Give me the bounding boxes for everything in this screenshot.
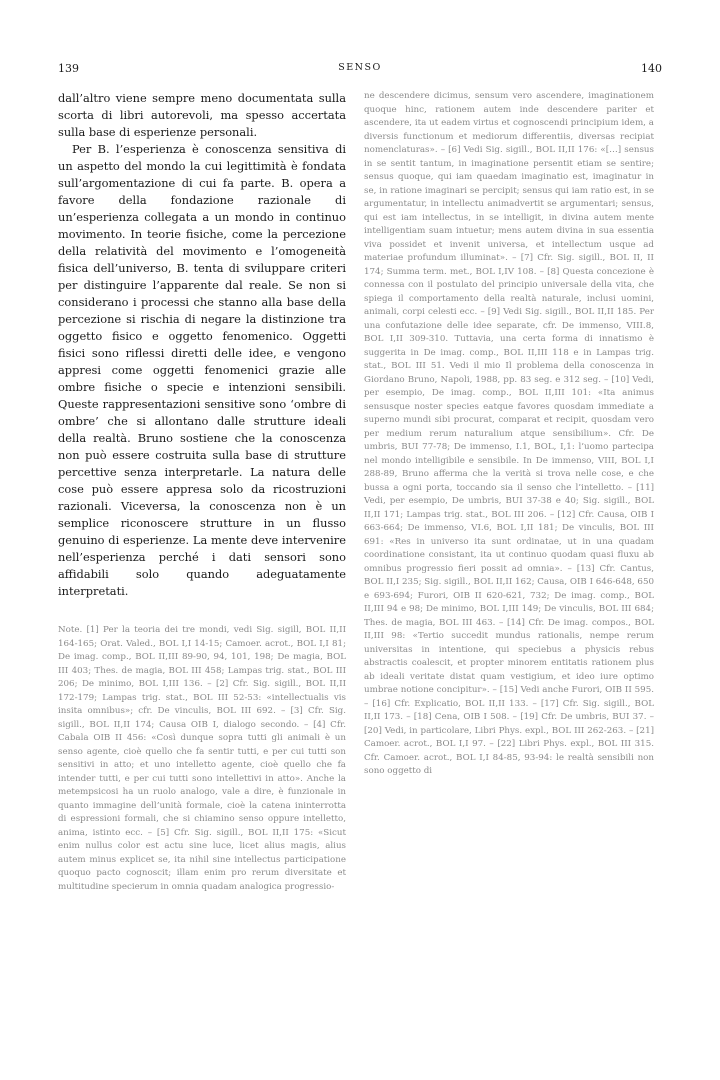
running-title: SENSO xyxy=(338,62,382,73)
page-number-right: 140 xyxy=(641,62,662,75)
right-column xyxy=(364,90,654,779)
footnote-text: Note. [1] Per la teoria dei tre mondi, vedi Sig. sigill, BOL II,II 164-165; Orat. Valed., BOL I,I 14-15; Camoer. acrot., BOL I,I 81; De imag. comp., BOL II,III 89-90, 94, 101, 198; De magia, BOL III 403; Thes. de magia, BOL III 458; Lampas trig. stat., BOL III 206; De minimo, BOL I,III 136. – [2] Cfr. Sig. sigill., BOL II,II 172-179; Lampas trig. stat., BOL III 52-53: «intellectualis vis insita omnibus»; cfr. De vinculis, BOL III 692. – [3] Cfr. Sig. sigill., BOL II,II 174; Causa OIB I, dialogo secondo. – [4] Cfr. Cabala OIB II 456: «Così dunque sopra tutti gli animali è un senso agente, cioè quello che fa sentir tutti, e per cui tutti son sensitivi in atto; et uno intelletto agente, cioè quello che fa intender tutti, e per cui tutti sono intellettivi in atto». Anche la metempsicosi ha un ruolo analogo, vale a dire, è funzionale in quanto immagine dell’unità formale, cioè la catena ininterrotta di espressioni formali, che si chiamino senso oppure intelletto, anima, istinto ecc. – [5] Cfr. Sig. sigill., BOL II,II 175: «Sicut enim nullus color est actu sine luce, licet alius magis, alius autem minus explicet se, ita nihil sine intellectus participatione quoquo pacto cognoscit; illam enim pro rerum diversitate et multitudine specierum in omnia quadam analogica progressio- xyxy=(58,625,346,892)
left-column xyxy=(58,90,346,894)
main-text xyxy=(58,90,346,600)
paragraph: Per B. l’esperienza è conoscenza sensitiva di un aspetto del mondo la cui legittimità è fondata sull’argomentazione di cui fa parte. B. opera a favore della fondazione razionale di un’esperienza collegata a un mondo in continuo movimento. In teorie fisiche, come la percezione della relatività del movimento e l’omogeneità fisica dell’universo, B. tenta di sviluppare criteri per distinguire l’apparente dal reale. Se non si considerano i processi che stanno alla base della percezione si rischia di negare la distinzione tra oggetto fisico e oggetto fenomenico. Oggetti fisici sono riflessi diretti delle idee, e vengono appresi come oggetti fenomenici grazie alle ombre fisiche o specie e intenzioni sensibili. Queste rappresentazioni sensitive sono ‘ombre di ombre’ che si allontano dalle strutture ideali della realtà. Bruno sostiene che la conoscenza non può essere costruita sulla base di strutture percettive senza interpretarle. La natura delle cose può essere appresa solo da ricostruzioni razionali. Viceversa, la conoscenza non è un semplice riconoscere strutture in un flusso genuino di esperienze. La mente deve intervenire nell’esperienza perché i dati sensori sono affidabili solo quando adeguatamente interpretati. xyxy=(58,142,346,598)
paragraph-continued: dall’altro viene sempre meno documentata sulla scorta di libri autorevoli, ma spesso accertata sulla base di esperienze personali. xyxy=(58,91,346,139)
footnote-text-continued: ne descendere dicimus, sensum vero ascendere, imaginationem quoque hinc, rationem autem inde descendere pariter et ascendere, ita ut eadem virtus et cognoscendi principium idem, a diversis functionum et mediorum differentiis, diversas recipiat nomenclaturas». – [6] Vedi Sig. sigill., BOL II,II 176: «[…] sensus in se sentit tantum, in imaginatione persentit etiam se sentire; sensus quoque, qui iam quaedam imaginatio est, imaginatur in se, in ratione imaginari se percipit; sensus qui iam ratio est, in se argumentatur, in intellectu animadvertit se argumentari; sensus, qui est iam intellectus, in se intelligit, in divina autem mente intelligentiam suam intuetur; mens autem divina in sua essentia viva possidet et invenit universa, et intellectum usque ad materiae profundum illuminat». – [7] Cfr. Sig. sigill., BOL II, II 174; Summa term. met., BOL I,IV 108. – [8] Questa concezione è connessa con il postulato del principio universale della vita, che spiega il comportamento della realtà naturale, inclusi uomini, animali, corpi celesti ecc. – [9] Vedi Sig. sigill., BOL II,II 185. Per una confutazione delle idee separate, cfr. De immenso, VIII.8, BOL I,II 309-310. Tuttavia, una certa forma di innatismo è suggerita in De imag. comp., BOL II,III 118 e in Lampas trig. stat., BOL III 51. Vedi il mio Il problema della conoscenza in Giordano Bruno, Napoli, 1988, pp. 83 seg. e 312 seg. – [10] Vedi, per esempio, De imag. comp., BOL II,III 101: «Ita animus sensusque noster species eatque favores quosdam immediate a superno mundi sibi procurat, comparat et recipit, quosdam vero per medium rerum naturalium atque sensibilium». Cfr. De umbris, BUI 77-78; De immenso, I.1, BOL, I,1: l’uomo partecipa nel mondo intelligibile e sensibile. In De immenso, VIII, BOL I,I 288-89, Bruno afferma che la verità si trova nelle cose, e che bussa a ogni porta, toccando sia il senso che l’intelletto. – [11] Vedi, per esempio, De umbris, BUI 37-38 e 40; Sig. sigill., BOL II,II 171; Lampas trig. stat., BOL III 206. – [12] Cfr. Causa, OIB I 663-664; De immenso, VI.6, BOL I,II 181; De vinculis, BOL III 691: «Res in universo ita sunt ordinatae, ut in una quadam coordinatione consistant, ita ut continuo quodam quasi fluxu ab omnibus progressio fieri possit ad omnia». – [13] Cfr. Cantus, BOL II,I 235; Sig. sigill., BOL II,II 162; Causa, OIB I 646-648, 650 e 693-694; Furori, OIB II 620-621, 732; De imag. comp., BOL II,III 94 e 98; De minimo, BOL I,III 149; De vinculis, BOL III 684; Thes. de magia, BOL III 463. – [14] Cfr. De imag. compos., BOL II,III 98: «Tertio succedit mundus rationalis, nempe rerum universitas in intentione, qui speciebus a physicis rebus abstractis coalescit, et propter minorem entitatis rationem plus ab ideali veritate distat quam vestigium, et ideo iure optimo umbrae notione concipitur». – [15] Vedi anche Furori, OIB II 595. – [16] Cfr. Explicatio, BOL II,II 133. – [17] Cfr. Sig. sigill., BOL II,II 173. – [18] Cena, OIB I 508. – [19] Cfr. De umbris, BUI 37. – [20] Vedi, in particolare, Libri Phys. expl., BOL III 262-263. – [21] Camoer. acrot., BOL I,I 97. – [22] Libri Phys. expl., BOL III 315. Cfr. Camoer. acrot., BOL I,I 84-85, 93-94: le realtà sensibili non sono oggetto di xyxy=(364,91,654,776)
footnotes-left xyxy=(58,624,346,894)
page-number-left: 139 xyxy=(58,62,79,75)
running-header xyxy=(0,62,720,78)
